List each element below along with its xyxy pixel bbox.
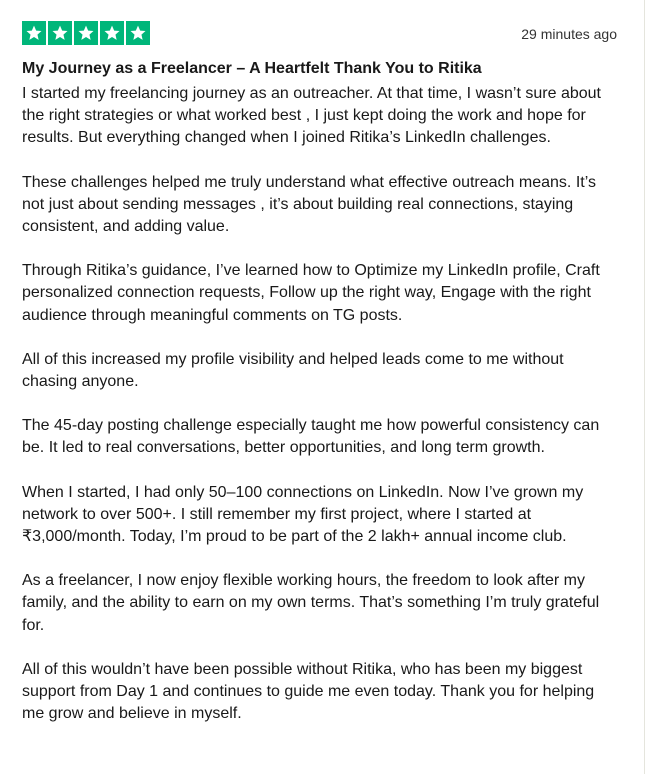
- review-body: [22, 83, 617, 725]
- review-paragraph: As a freelancer, I now enjoy flexible working hours, the freedom to look after my family, and the ability to earn on my own terms. That’s something I’m truly grateful for.: [22, 572, 600, 634]
- star-icon: [74, 21, 98, 45]
- review-paragraph: The 45-day posting challenge especially taught me how powerful consistency can be. It led to real conversations, better opportunities, and long term growth.: [22, 417, 600, 457]
- review-paragraph: All of this wouldn’t have been possible without Ritika, who has been my biggest support from Day 1 and continues to guide me even today. Thank you for helping me grow and believe in myself.: [22, 660, 595, 723]
- review-paragraph: When I started, I had only 50–100 connections on LinkedIn. Now I’ve grown my network to over 500+. I still remember my first project, where I started at ₹3,000/month. Today, I’m proud to be part of the 2 lakh+ annual income club.: [22, 483, 584, 546]
- review-paragraph: These challenges helped me truly understand what effective outreach means. It’s not just about sending messages , it’s about building real connections, staying consistent, and adding value.: [22, 173, 596, 236]
- review-header: [22, 21, 617, 45]
- star-icon: [22, 21, 46, 45]
- star-icon: [126, 21, 150, 45]
- review-timestamp: 29 minutes ago: [521, 25, 617, 42]
- review-paragraph: All of this increased my profile visibility and helped leads come to me without chasing anyone.: [22, 350, 564, 391]
- star-icon: [100, 21, 124, 45]
- review-paragraph: Through Ritika’s guidance, I’ve learned how to Optimize my LinkedIn profile, Craft personalized connection requests, Follow up the right way, Engage with the right audience through meaningful comments on TG posts.: [22, 262, 600, 324]
- review-paragraph: I started my freelancing journey as an outreacher. At that time, I wasn’t sure about the right strategies or what worked best , I just kept doing the work and hope for results. But everything changed when I joined Ritika’s LinkedIn challenges.: [22, 85, 601, 147]
- star-rating: [22, 21, 150, 45]
- review-title: My Journey as a Freelancer – A Heartfelt Thank You to Ritika: [22, 60, 482, 77]
- star-icon: [48, 21, 72, 45]
